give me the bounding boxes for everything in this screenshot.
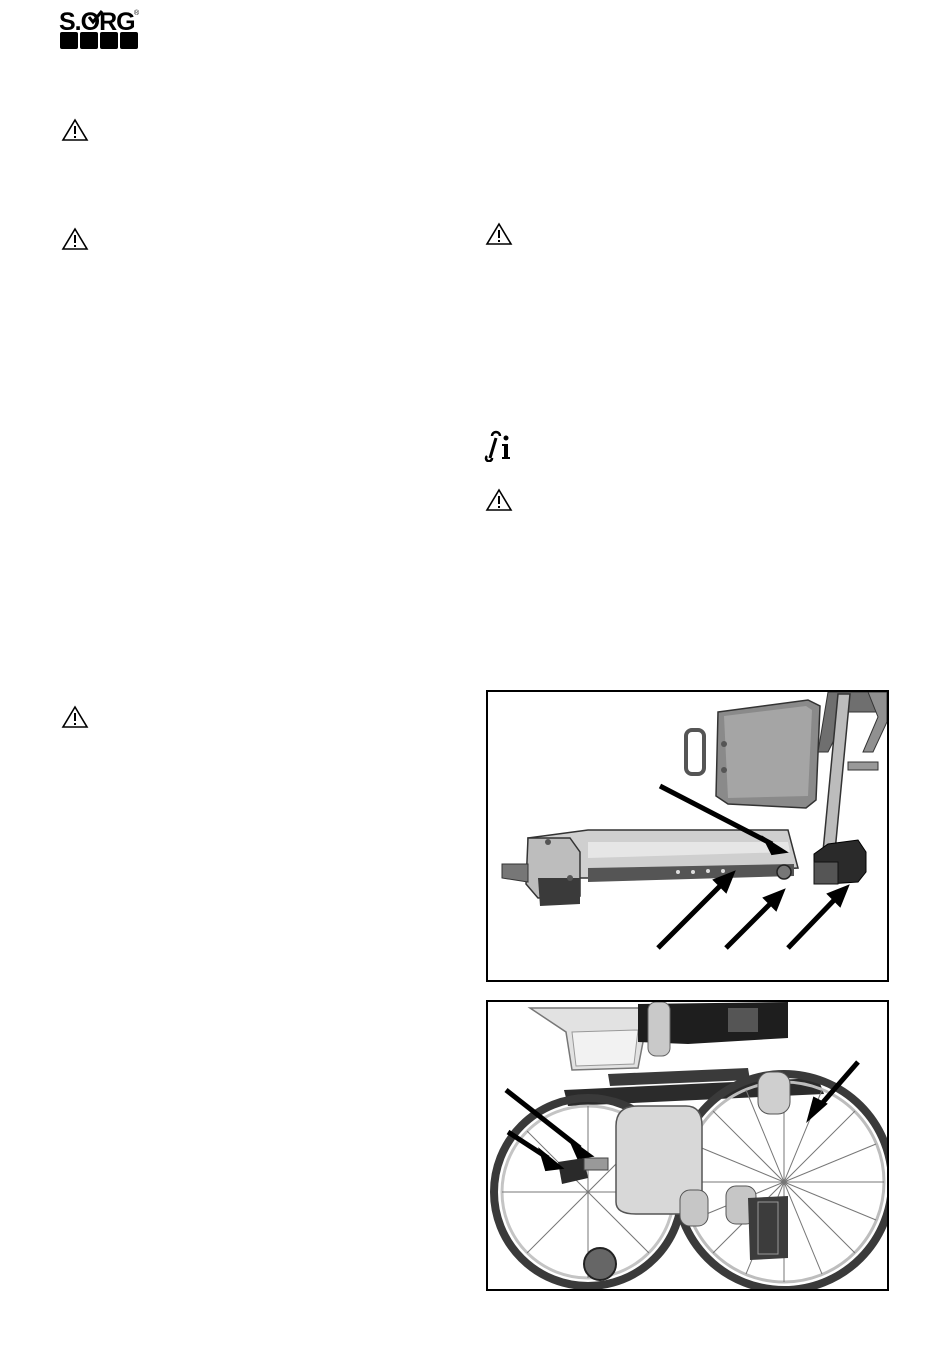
warning-triangle-icon bbox=[61, 227, 89, 251]
warning-triangle-icon bbox=[61, 705, 89, 729]
figure-seat-adjustment bbox=[486, 690, 889, 982]
figure-wheelchair-rear bbox=[486, 1000, 889, 1291]
wheelchair-rear-illustration bbox=[488, 1002, 887, 1289]
wrench-info-icon bbox=[484, 430, 514, 462]
warning-triangle-icon bbox=[485, 222, 513, 246]
svg-text:®: ® bbox=[134, 10, 140, 17]
seat-adjustment-illustration bbox=[488, 692, 887, 980]
warning-triangle-icon bbox=[61, 118, 89, 142]
sorg-logo bbox=[58, 8, 142, 50]
svg-text:S.ORG: S.ORG bbox=[59, 8, 135, 36]
warning-triangle-icon bbox=[485, 488, 513, 512]
